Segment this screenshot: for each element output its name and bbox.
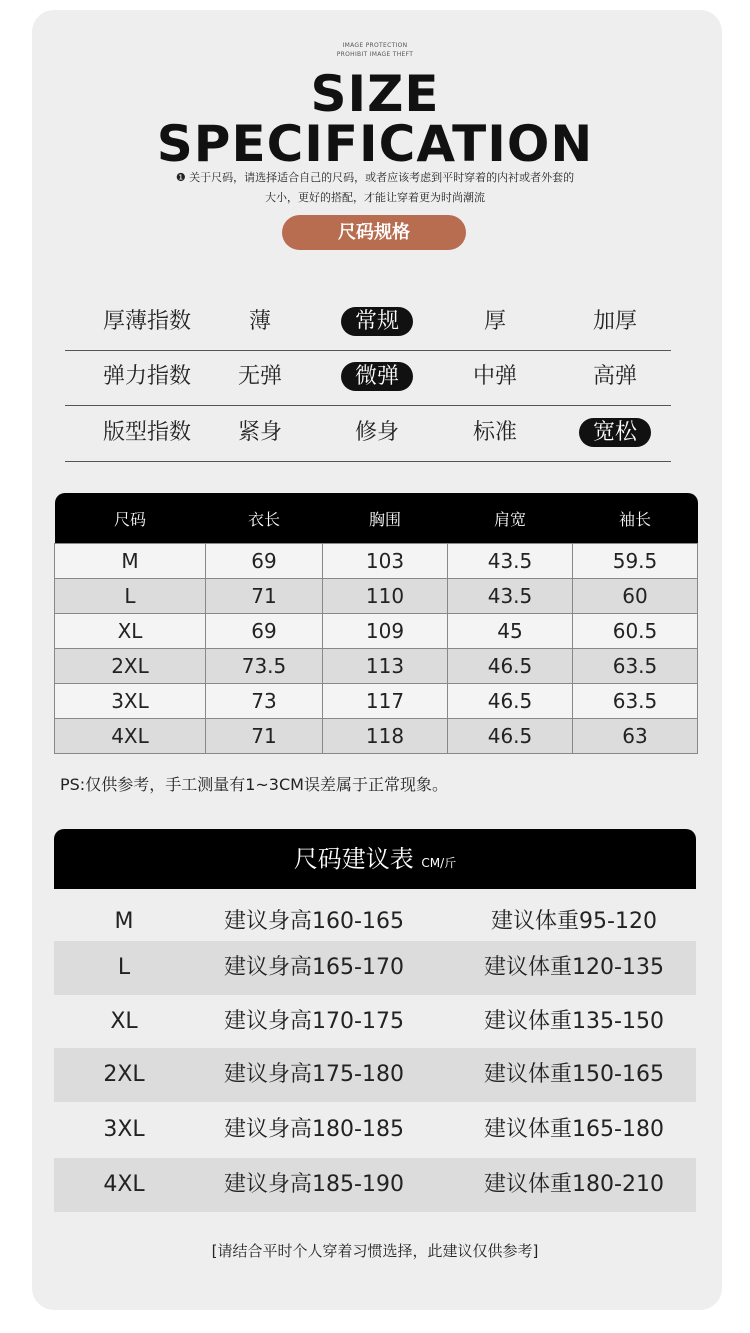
table-cell: 45 — [448, 614, 573, 649]
table-row — [55, 649, 698, 684]
index-label: 弹力指数 — [102, 364, 191, 389]
index-option-selected: 常规 — [327, 296, 427, 348]
table-cell: 63 — [573, 719, 698, 754]
table-cell: 43.5 — [448, 579, 573, 614]
table-cell: 118 — [323, 719, 448, 754]
divider — [65, 461, 671, 462]
suggest-weight: 建议体重180-210 — [484, 1172, 664, 1197]
title-specification: SPECIFICATION — [156, 115, 594, 173]
table-cell: 60 — [573, 579, 698, 614]
table-cell: 69 — [206, 544, 323, 579]
suggest-size: XL — [110, 1009, 138, 1034]
note-line-1: ❶ 关于尺码，请选择适合自己的尺码，或者应该考虑到平时穿着的内衬或者外套的 — [175, 171, 575, 184]
table-cell: M — [55, 544, 206, 579]
suggest-header — [54, 829, 696, 889]
table-cell: 109 — [323, 614, 448, 649]
suggest-height: 建议身高165-170 — [224, 955, 404, 980]
index-option: 修身 — [354, 420, 399, 445]
suggest-unit: CM/斤 — [421, 856, 457, 870]
suggest-weight: 建议体重135-150 — [484, 1009, 664, 1034]
index-option: 高弹 — [592, 364, 637, 389]
suggest-row — [54, 1158, 696, 1212]
suggest-row — [54, 1103, 696, 1157]
table-cell: 71 — [206, 719, 323, 754]
size-spec-table — [54, 493, 698, 754]
index-option: 无弹 — [237, 364, 282, 389]
suggest-weight: 建议体重120-135 — [484, 955, 664, 980]
table-header: 胸围 — [323, 493, 448, 544]
table-cell: 63.5 — [573, 684, 698, 719]
table-row — [55, 684, 698, 719]
index-option-selected: 宽松 — [565, 407, 665, 459]
suggest-height: 建议身高175-180 — [224, 1062, 404, 1087]
table-cell: 73 — [206, 684, 323, 719]
table-cell: 63.5 — [573, 649, 698, 684]
table-cell: 103 — [323, 544, 448, 579]
suggest-weight: 建议体重95-120 — [491, 909, 657, 934]
suggest-height: 建议身高160-165 — [224, 909, 404, 934]
table-cell: 4XL — [55, 719, 206, 754]
suggest-size: 4XL — [103, 1172, 145, 1197]
suggest-height: 建议身高180-185 — [224, 1117, 404, 1142]
suggest-size: 3XL — [103, 1117, 145, 1142]
table-row — [55, 614, 698, 649]
table-cell: L — [55, 579, 206, 614]
table-cell: 69 — [206, 614, 323, 649]
section-label-pill: 尺码规格 — [282, 215, 466, 250]
suggest-weight: 建议体重150-165 — [484, 1062, 664, 1087]
table-cell: 60.5 — [573, 614, 698, 649]
suggest-weight: 建议体重165-180 — [484, 1117, 664, 1142]
index-label: 版型指数 — [102, 420, 191, 445]
table-header: 袖长 — [573, 493, 698, 544]
table-cell: 46.5 — [448, 719, 573, 754]
footer-note: [请结合平时个人穿着习惯选择，此建议仅供参考] — [211, 1242, 539, 1260]
index-option: 紧身 — [237, 420, 282, 445]
table-cell: 71 — [206, 579, 323, 614]
suggest-title: 尺码建议表 — [293, 845, 414, 873]
table-cell: 110 — [323, 579, 448, 614]
table-cell: 43.5 — [448, 544, 573, 579]
table-cell: XL — [55, 614, 206, 649]
table-header: 衣长 — [206, 493, 323, 544]
table-row — [55, 544, 698, 579]
table-header: 肩宽 — [448, 493, 573, 544]
index-row-thickness — [65, 296, 671, 351]
index-option: 厚 — [483, 309, 506, 334]
title-size: SIZE — [310, 65, 440, 123]
table-cell: 2XL — [55, 649, 206, 684]
table-header-row — [55, 493, 698, 544]
suggest-row — [54, 995, 696, 1049]
suggest-row — [54, 941, 696, 995]
ps-note: PS:仅供参考，手工测量有1~3CM误差属于正常现象。 — [60, 775, 448, 794]
suggest-height: 建议身高185-190 — [224, 1172, 404, 1197]
index-row-fit — [65, 407, 671, 462]
index-label: 厚薄指数 — [102, 309, 191, 334]
suggest-height: 建议身高170-175 — [224, 1009, 404, 1034]
suggest-size: M — [114, 909, 134, 934]
index-option: 薄 — [248, 309, 271, 334]
table-cell: 113 — [323, 649, 448, 684]
table-cell: 59.5 — [573, 544, 698, 579]
index-option: 标准 — [472, 420, 517, 445]
table-cell: 117 — [323, 684, 448, 719]
suggest-size: 2XL — [103, 1062, 145, 1087]
index-option-selected: 微弹 — [327, 351, 427, 403]
table-row — [55, 719, 698, 754]
table-cell: 73.5 — [206, 649, 323, 684]
index-option: 加厚 — [592, 309, 637, 334]
index-option: 中弹 — [472, 364, 517, 389]
protection-line-2: PROHIBIT IMAGE THEFT — [336, 51, 414, 58]
protection-line-1: IMAGE PROTECTION — [342, 42, 408, 49]
index-row-elasticity — [65, 351, 671, 406]
table-header: 尺码 — [55, 493, 206, 544]
table-cell: 46.5 — [448, 649, 573, 684]
table-cell: 3XL — [55, 684, 206, 719]
note-line-2: 大小，更好的搭配，才能让穿着更为时尚潮流 — [265, 191, 485, 204]
divider — [65, 405, 671, 406]
table-cell: 46.5 — [448, 684, 573, 719]
suggest-size: L — [117, 955, 131, 980]
suggest-row — [54, 1048, 696, 1102]
table-row — [55, 579, 698, 614]
